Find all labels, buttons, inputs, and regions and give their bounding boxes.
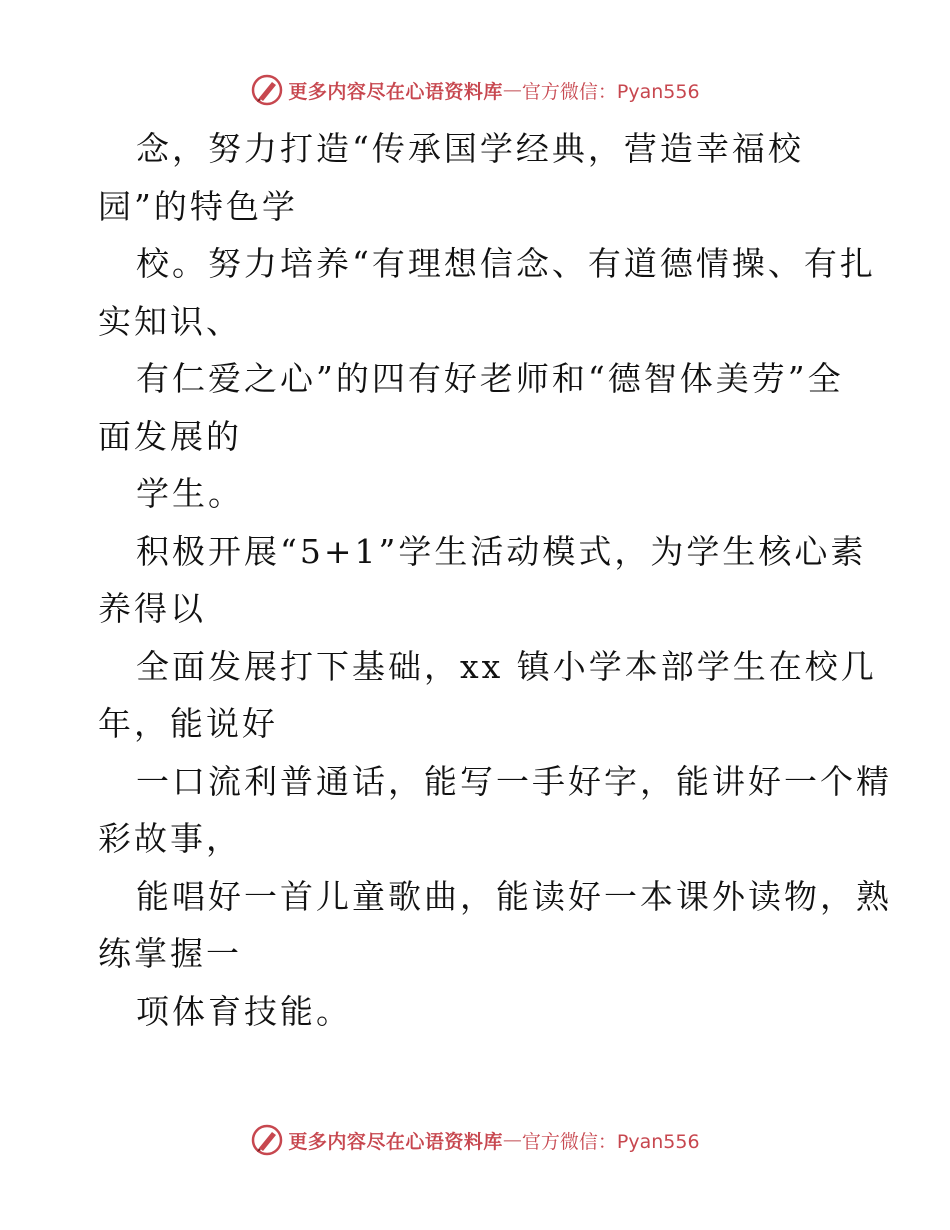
document-body	[98, 120, 892, 1040]
body-line: 年，能说好	[98, 704, 278, 743]
body-line: 园”的特色学	[98, 186, 298, 226]
body-line: 一口流利普通话，能写一手好字，能讲好一个精	[136, 761, 892, 801]
footer-banner-separator: —	[502, 1129, 522, 1151]
header-banner-title: 更多内容尽在心语资料库	[288, 80, 503, 103]
body-line: 积极开展“5+1”学生活动模式，为学生核心素	[136, 531, 867, 571]
body-line: 养得以	[98, 589, 206, 628]
body-line: 项体育技能。	[136, 991, 352, 1031]
header-banner-separator: —	[502, 79, 522, 101]
pen-logo-icon	[250, 1123, 284, 1157]
body-line: 学生。	[136, 474, 244, 513]
body-line: 实知识、	[98, 301, 242, 341]
header-banner	[0, 70, 950, 110]
body-line: 念，努力打造“传承国学经典，营造幸福校	[136, 129, 804, 168]
footer-banner-wechat: 官方微信：Pyan556	[521, 1130, 700, 1153]
pen-logo-icon	[250, 73, 284, 107]
body-line: 有仁爱之心”的四有好老师和“德智体美劳”全	[136, 359, 844, 398]
footer-banner-title: 更多内容尽在心语资料库	[288, 1130, 503, 1153]
header-banner-wechat: 官方微信：Pyan556	[521, 80, 700, 103]
body-line: 校。努力培养“有理想信念、有道德情操、有扎	[136, 244, 876, 283]
footer-banner	[0, 1120, 950, 1160]
body-line: 面发展的	[98, 416, 242, 456]
body-line: 全面发展打下基础，xx 镇小学本部学生在校几	[136, 646, 877, 686]
body-line: 能唱好一首儿童歌曲，能读好一本课外读物，熟	[136, 876, 892, 916]
body-line: 彩故事，	[98, 819, 242, 858]
body-line: 练掌握一	[98, 934, 242, 973]
